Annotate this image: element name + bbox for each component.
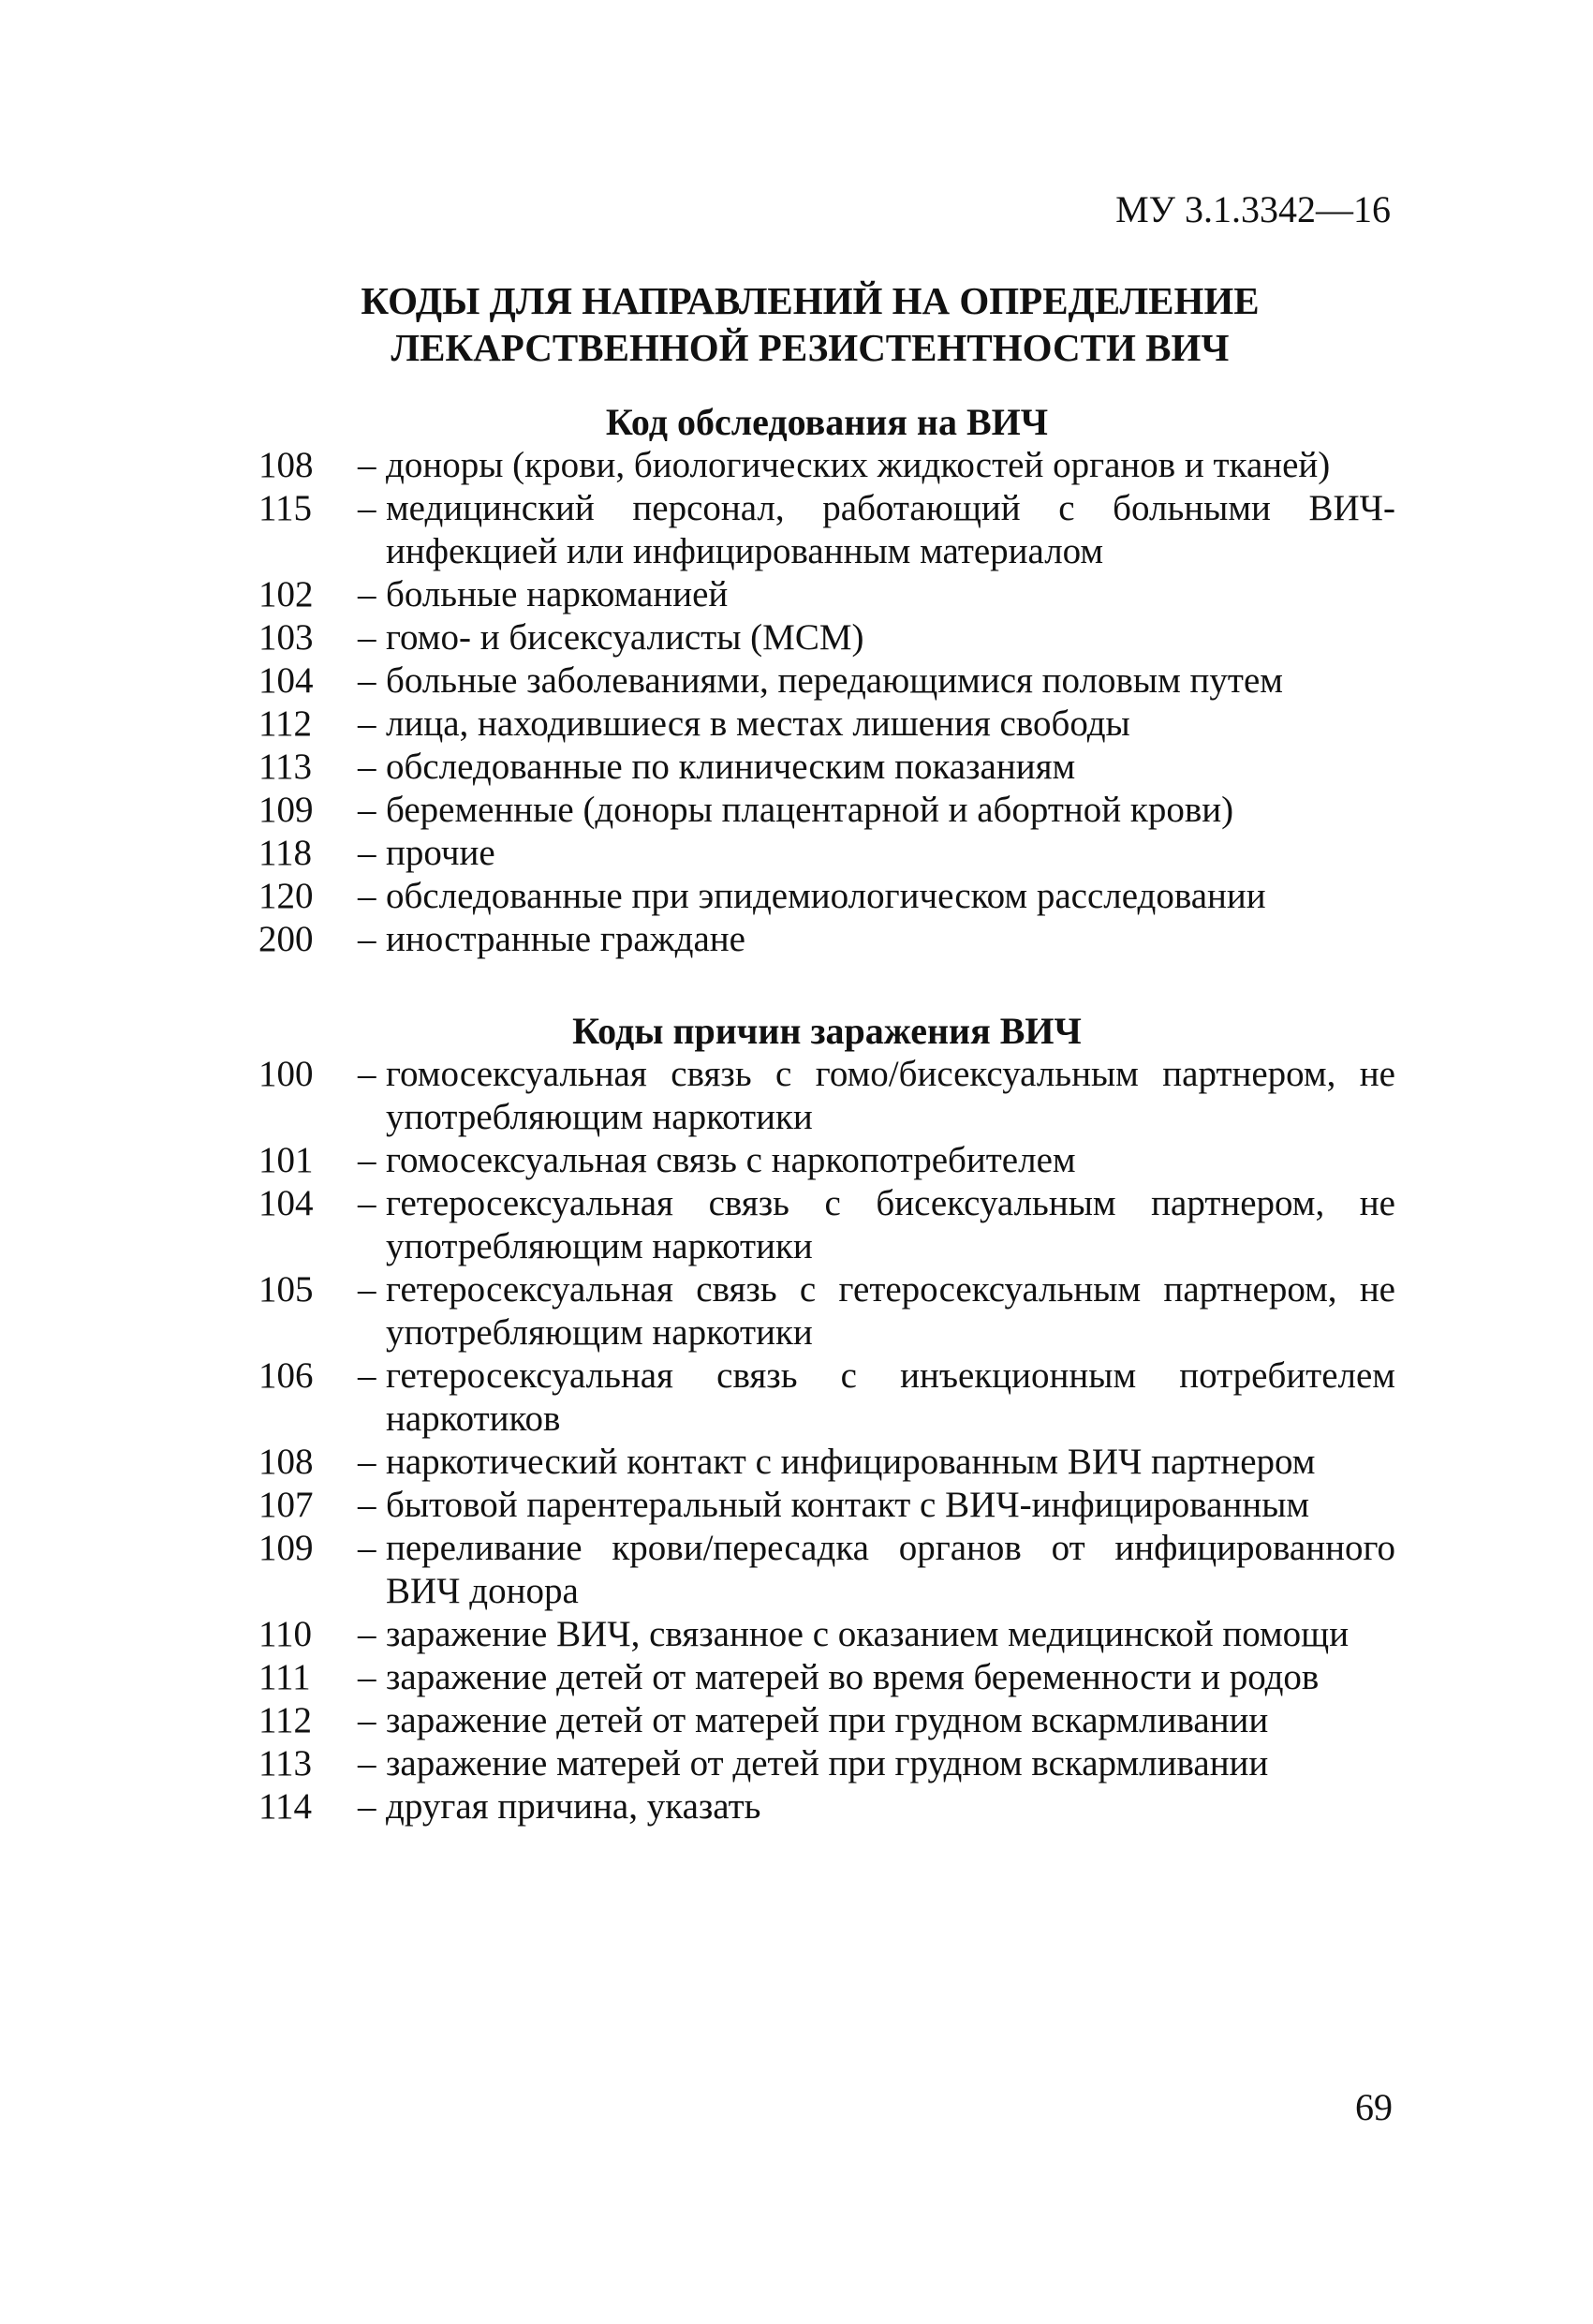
- item-code: 112: [258, 703, 313, 744]
- list-item: [258, 1785, 1395, 1828]
- list-item: [258, 444, 1395, 487]
- list-item: [258, 875, 1395, 918]
- item-description: наркотический контакт с инфицированным ВИЧ партнером: [386, 1442, 1316, 1482]
- item-dash: –: [358, 1485, 376, 1525]
- list-item: [258, 1441, 1395, 1484]
- item-dash: –: [358, 574, 376, 614]
- item-dash: –: [358, 703, 376, 744]
- item-dash: –: [358, 876, 376, 916]
- list-item: [258, 1139, 1395, 1182]
- item-dash: –: [358, 1140, 376, 1180]
- item-code: 105: [258, 1269, 314, 1310]
- list-item: [258, 832, 1395, 875]
- item-code: 118: [258, 833, 313, 873]
- item-description: гетеросексуальная связь с бисексуальным партнером, не употребляющим наркотики: [386, 1183, 1395, 1266]
- item-code: 102: [258, 574, 314, 614]
- item-dash: –: [358, 790, 376, 830]
- item-code: 113: [258, 1743, 313, 1784]
- item-dash: –: [358, 1743, 376, 1784]
- item-description: заражение детей от матерей при грудном вскармливании: [386, 1700, 1269, 1740]
- list-item: [258, 1742, 1395, 1785]
- code-list: [258, 1053, 1395, 1828]
- item-dash: –: [358, 1442, 376, 1482]
- item-code: 110: [258, 1614, 313, 1654]
- item-dash: –: [358, 1614, 376, 1654]
- item-description: заражение детей от матерей во время беременности и родов: [386, 1657, 1320, 1697]
- item-dash: –: [358, 660, 376, 701]
- item-dash: –: [358, 747, 376, 787]
- item-code: 115: [258, 488, 313, 528]
- item-description: больные заболеваниями, передающимися половым путем: [386, 660, 1283, 701]
- item-description: заражение матерей от детей при грудном вскармливании: [386, 1743, 1269, 1784]
- item-code: 108: [258, 1442, 314, 1482]
- item-description: переливание крови/пересадка органов от инфицированного ВИЧ донора: [386, 1528, 1395, 1611]
- list-item: [258, 1527, 1395, 1613]
- list-item: [258, 1484, 1395, 1527]
- item-dash: –: [358, 1355, 376, 1396]
- item-code: 101: [258, 1140, 314, 1180]
- list-item: [258, 1699, 1395, 1742]
- page-title-line-2: ЛЕКАРСТВЕННОЙ РЕЗИСТЕНТНОСТИ ВИЧ: [391, 326, 1230, 369]
- item-dash: –: [358, 1269, 376, 1310]
- item-description: гомо- и бисексуалисты (МСМ): [386, 617, 864, 658]
- item-code: 111: [258, 1657, 311, 1697]
- list-item: [258, 1182, 1395, 1268]
- list-item: [258, 1354, 1395, 1441]
- item-description: гетеросексуальная связь с гетеросексуальным партнером, не употребляющим наркотики: [386, 1269, 1395, 1353]
- item-dash: –: [358, 445, 376, 485]
- item-code: 104: [258, 660, 314, 701]
- item-code: 100: [258, 1054, 314, 1094]
- item-code: 104: [258, 1183, 314, 1223]
- item-code: 113: [258, 747, 313, 787]
- item-code: 106: [258, 1355, 314, 1396]
- item-description: заражение ВИЧ, связанное с оказанием медицинской помощи: [386, 1614, 1350, 1654]
- item-code: 120: [258, 876, 314, 916]
- list-item: [258, 1613, 1395, 1656]
- item-description: прочие: [386, 833, 495, 873]
- item-description: беременные (доноры плацентарной и абортной крови): [386, 790, 1234, 830]
- item-dash: –: [358, 488, 376, 528]
- item-code: 103: [258, 617, 314, 658]
- section-infection-cause-codes: [258, 1010, 1395, 1828]
- list-item: [258, 746, 1395, 789]
- list-item: [258, 573, 1395, 616]
- page-title-line-1: КОДЫ ДЛЯ НАПРАВЛЕНИЙ НА ОПРЕДЕЛЕНИЕ: [361, 279, 1260, 322]
- item-description: доноры (крови, биологических жидкостей органов и тканей): [386, 445, 1331, 485]
- page-number: 69: [1355, 2086, 1393, 2128]
- item-code: 109: [258, 790, 314, 830]
- item-description: другая причина, указать: [386, 1786, 761, 1827]
- item-description: иностранные граждане: [386, 919, 745, 959]
- item-description: больные наркоманией: [386, 574, 729, 614]
- item-dash: –: [358, 919, 376, 959]
- section-heading: Коды причин заражения ВИЧ: [572, 1010, 1082, 1052]
- list-item: [258, 1053, 1395, 1139]
- list-item: [258, 789, 1395, 832]
- item-description: гетеросексуальная связь с инъекционным потребителем наркотиков: [386, 1355, 1395, 1439]
- item-code: 109: [258, 1528, 314, 1568]
- item-code: 200: [258, 919, 314, 959]
- section-heading: Код обследования на ВИЧ: [605, 401, 1049, 443]
- item-dash: –: [358, 1700, 376, 1740]
- item-dash: –: [358, 1054, 376, 1094]
- item-code: 107: [258, 1485, 314, 1525]
- item-dash: –: [358, 1657, 376, 1697]
- list-item: [258, 1268, 1395, 1354]
- item-dash: –: [358, 617, 376, 658]
- item-dash: –: [358, 1528, 376, 1568]
- item-description: гомосексуальная связь с наркопотребителем: [386, 1140, 1076, 1180]
- item-description: обследованные при эпидемиологическом расследовании: [386, 876, 1266, 916]
- item-dash: –: [358, 1183, 376, 1223]
- item-dash: –: [358, 833, 376, 873]
- page-title: [234, 277, 1386, 371]
- document-code: МУ 3.1.3342—16: [1115, 188, 1391, 230]
- list-item: [258, 1656, 1395, 1699]
- item-description: гомосексуальная связь с гомо/бисексуальным партнером, не употребляющим наркотики: [386, 1054, 1395, 1137]
- list-item: [258, 659, 1395, 703]
- item-code: 114: [258, 1786, 313, 1827]
- item-description: обследованные по клиническим показаниям: [386, 747, 1076, 787]
- section-examination-codes: [258, 401, 1395, 961]
- list-item: [258, 487, 1395, 573]
- item-description: медицинский персонал, работающий с больными ВИЧ-инфекцией или инфицированным материалом: [386, 488, 1395, 571]
- list-item: [258, 918, 1395, 961]
- list-item: [258, 616, 1395, 659]
- item-dash: –: [358, 1786, 376, 1827]
- item-code: 112: [258, 1700, 313, 1740]
- item-description: лица, находившиеся в местах лишения свободы: [386, 703, 1130, 744]
- item-code: 108: [258, 445, 314, 485]
- code-list: [258, 444, 1395, 961]
- list-item: [258, 703, 1395, 746]
- item-description: бытовой парентеральный контакт с ВИЧ-инфицированным: [386, 1485, 1310, 1525]
